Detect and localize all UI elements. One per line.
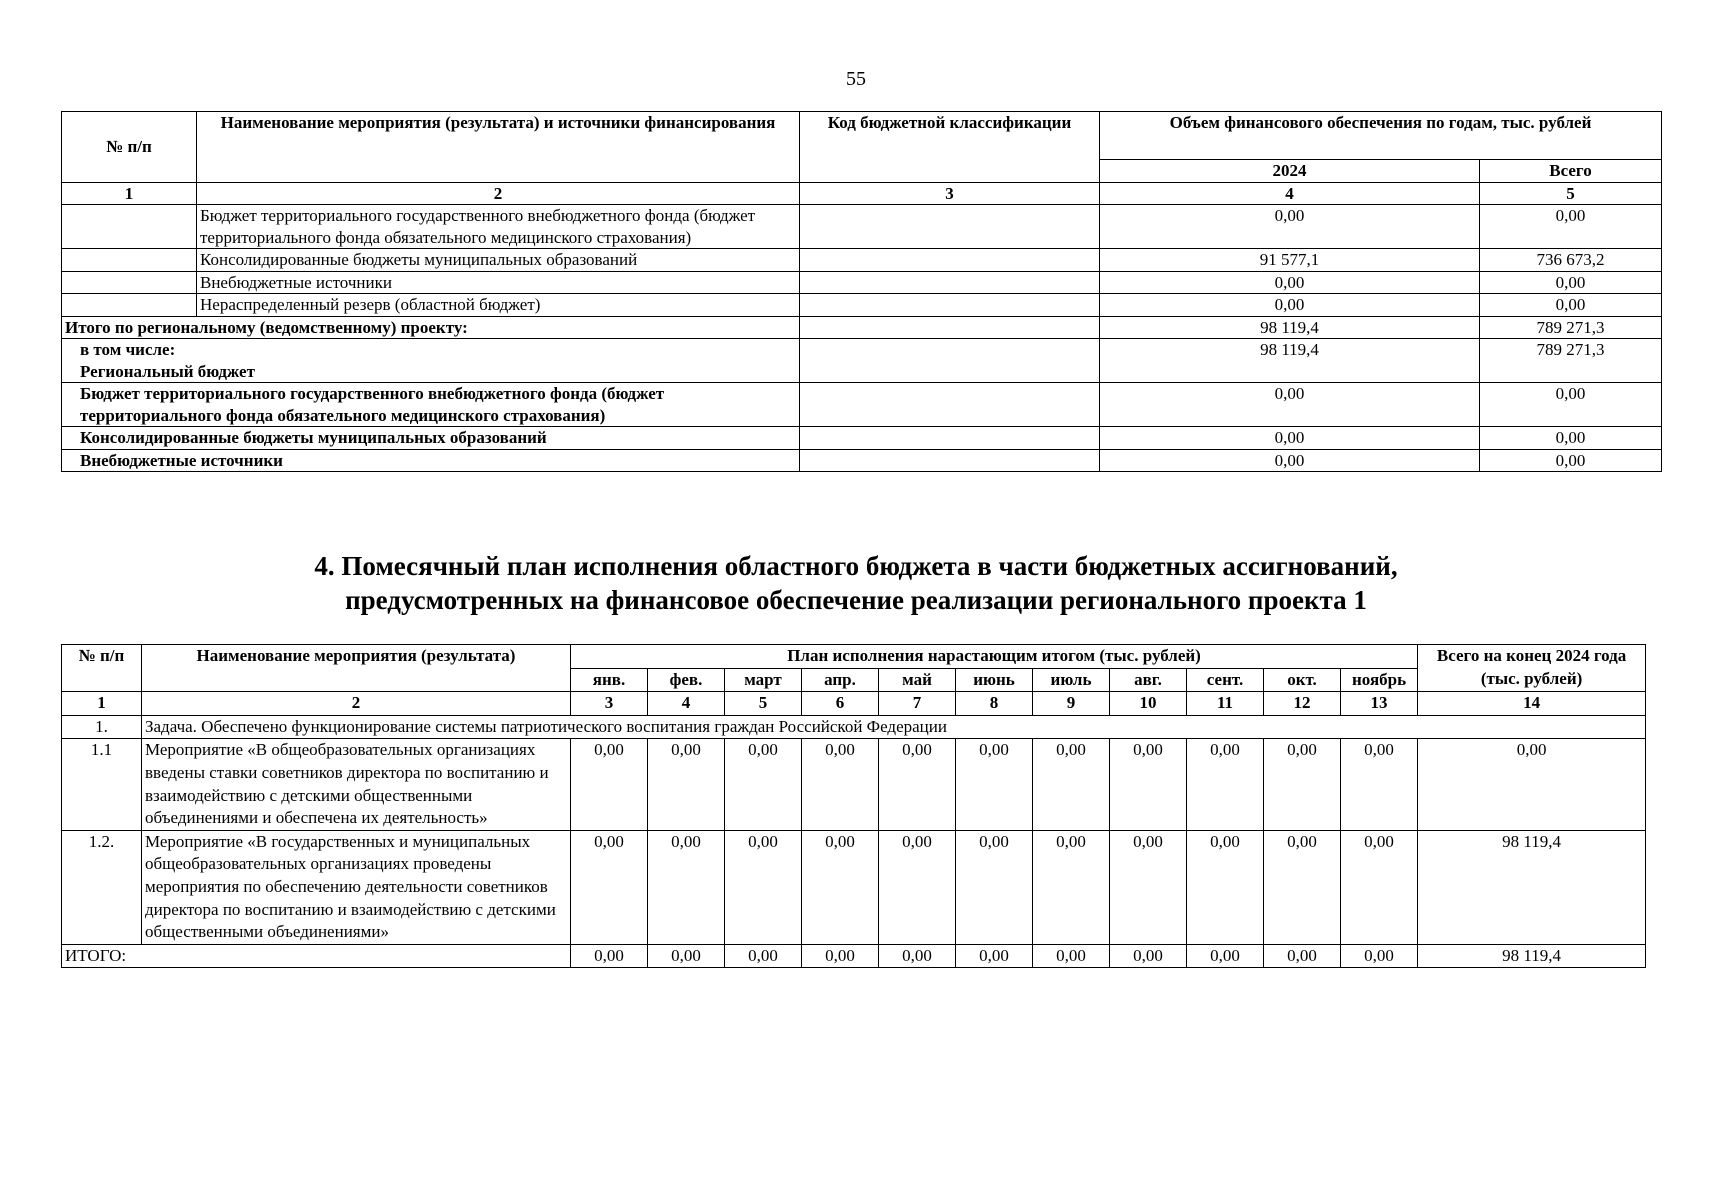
month-header: апр. bbox=[802, 668, 879, 692]
sub-row-code bbox=[800, 427, 1100, 450]
month-value: 0,00 bbox=[571, 830, 648, 944]
col-number: 7 bbox=[879, 692, 956, 716]
month-header: окт. bbox=[1264, 668, 1341, 692]
sub-row-label: Внебюджетные источники bbox=[62, 449, 800, 472]
sub-row-total: 0,00 bbox=[1480, 427, 1662, 450]
section-title-line2: предусмотренных на финансовое обеспечение реализации регионального проекта 1 bbox=[345, 585, 1367, 615]
row-num: 1.1 bbox=[62, 739, 142, 830]
column-numbers-row bbox=[62, 692, 1646, 716]
table-row bbox=[62, 294, 1662, 317]
total-month-value: 0,00 bbox=[879, 944, 956, 968]
month-value: 0,00 bbox=[1110, 830, 1187, 944]
col-number: 6 bbox=[802, 692, 879, 716]
month-header: янв. bbox=[571, 668, 648, 692]
header-num: № п/п bbox=[62, 112, 197, 183]
month-value: 0,00 bbox=[1264, 739, 1341, 830]
col-number: 12 bbox=[1264, 692, 1341, 716]
col-number: 10 bbox=[1110, 692, 1187, 716]
row-total: 0,00 bbox=[1480, 205, 1662, 249]
sub-row-2024: 0,00 bbox=[1100, 449, 1480, 472]
table-row bbox=[62, 830, 1646, 944]
month-value: 0,00 bbox=[725, 739, 802, 830]
table-row bbox=[62, 271, 1662, 294]
table-row bbox=[62, 249, 1662, 272]
month-header: авг. bbox=[1110, 668, 1187, 692]
row-2024: 0,00 bbox=[1100, 205, 1480, 249]
month-value: 0,00 bbox=[648, 830, 725, 944]
row-code bbox=[800, 249, 1100, 272]
sub-row-line1: в том числе: bbox=[80, 340, 176, 359]
task-num: 1. bbox=[62, 715, 142, 739]
month-header: сент. bbox=[1187, 668, 1264, 692]
sub-row-code bbox=[800, 383, 1100, 427]
sub-row-label: Бюджет территориального государственного внебюджетного фонда (бюджет территориального фонда обязательного медицинского страхования) bbox=[62, 383, 800, 427]
financing-table bbox=[61, 111, 1662, 472]
total-month-value: 0,00 bbox=[1341, 944, 1418, 968]
sub-row-2024: 98 119,4 bbox=[1100, 339, 1480, 383]
header-total: Всего bbox=[1480, 160, 1662, 183]
row-total: 98 119,4 bbox=[1418, 830, 1646, 944]
row-num bbox=[62, 205, 197, 249]
sub-row-total: 0,00 bbox=[1480, 449, 1662, 472]
sub-row bbox=[62, 427, 1662, 450]
total-month-value: 0,00 bbox=[725, 944, 802, 968]
col-number: 2 bbox=[142, 692, 571, 716]
month-value: 0,00 bbox=[725, 830, 802, 944]
month-value: 0,00 bbox=[1187, 739, 1264, 830]
header-num: № п/п bbox=[62, 645, 142, 692]
section-title-line1: 4. Помесячный план исполнения областного бюджета в части бюджетных ассигнований, bbox=[314, 551, 1398, 581]
row-name: Мероприятие «В общеобразовательных организациях введены ставки советников директора по воспитанию и взаимодействию с детскими общественными объединениями и обеспечена их деятельность» bbox=[142, 739, 571, 830]
sub-row bbox=[62, 449, 1662, 472]
month-value: 0,00 bbox=[1110, 739, 1187, 830]
row-name: Бюджет территориального государственного внебюджетного фонда (бюджет территориального фонда обязательного медицинского страхования) bbox=[197, 205, 800, 249]
row-code bbox=[800, 205, 1100, 249]
row-2024: 91 577,1 bbox=[1100, 249, 1480, 272]
row-2024: 0,00 bbox=[1100, 271, 1480, 294]
monthly-plan-table bbox=[61, 644, 1646, 968]
col-number: 5 bbox=[1480, 182, 1662, 205]
month-value: 0,00 bbox=[1033, 739, 1110, 830]
col-number: 1 bbox=[62, 182, 197, 205]
col-number: 8 bbox=[956, 692, 1033, 716]
total-all: 98 119,4 bbox=[1418, 944, 1646, 968]
row-total: 0,00 bbox=[1480, 294, 1662, 317]
sub-row bbox=[62, 339, 1662, 383]
total-month-value: 0,00 bbox=[1264, 944, 1341, 968]
month-header: фев. bbox=[648, 668, 725, 692]
col-number: 14 bbox=[1418, 692, 1646, 716]
row-name: Внебюджетные источники bbox=[197, 271, 800, 294]
month-header: июнь bbox=[956, 668, 1033, 692]
row-code bbox=[800, 294, 1100, 317]
total-code bbox=[800, 316, 1100, 339]
page-number: 55 bbox=[846, 68, 866, 90]
row-num bbox=[62, 294, 197, 317]
row-total: 736 673,2 bbox=[1480, 249, 1662, 272]
month-value: 0,00 bbox=[571, 739, 648, 830]
col-number: 1 bbox=[62, 692, 142, 716]
month-value: 0,00 bbox=[1264, 830, 1341, 944]
total-label: ИТОГО: bbox=[62, 944, 571, 968]
row-total: 0,00 bbox=[1480, 271, 1662, 294]
header-name: Наименование мероприятия (результата) bbox=[142, 645, 571, 692]
total-all: 789 271,3 bbox=[1480, 316, 1662, 339]
month-header: март bbox=[725, 668, 802, 692]
total-month-value: 0,00 bbox=[1033, 944, 1110, 968]
col-number: 3 bbox=[571, 692, 648, 716]
row-2024: 0,00 bbox=[1100, 294, 1480, 317]
sub-row bbox=[62, 383, 1662, 427]
header-code: Код бюджетной классификации bbox=[800, 112, 1100, 183]
col-number: 4 bbox=[648, 692, 725, 716]
task-text: Задача. Обеспечено функционирование системы патриотического воспитания граждан Российской Федерации bbox=[142, 715, 1646, 739]
month-value: 0,00 bbox=[956, 739, 1033, 830]
row-name: Нераспределенный резерв (областной бюджет) bbox=[197, 294, 800, 317]
total-label: Итого по региональному (ведомственному) проекту: bbox=[62, 316, 800, 339]
month-header: май bbox=[879, 668, 956, 692]
total-month-value: 0,00 bbox=[648, 944, 725, 968]
total-month-value: 0,00 bbox=[571, 944, 648, 968]
month-value: 0,00 bbox=[802, 830, 879, 944]
table-row bbox=[62, 205, 1662, 249]
col-number: 9 bbox=[1033, 692, 1110, 716]
col-number: 4 bbox=[1100, 182, 1480, 205]
total-month-value: 0,00 bbox=[1110, 944, 1187, 968]
col-number: 11 bbox=[1187, 692, 1264, 716]
sub-row-total: 0,00 bbox=[1480, 383, 1662, 427]
total-2024: 98 119,4 bbox=[1100, 316, 1480, 339]
table-row bbox=[62, 739, 1646, 830]
section-title bbox=[0, 549, 1712, 617]
month-value: 0,00 bbox=[1033, 830, 1110, 944]
month-value: 0,00 bbox=[879, 739, 956, 830]
month-header: июль bbox=[1033, 668, 1110, 692]
sub-row-label bbox=[62, 339, 800, 383]
row-name: Консолидированные бюджеты муниципальных образований bbox=[197, 249, 800, 272]
col-number: 3 bbox=[800, 182, 1100, 205]
month-value: 0,00 bbox=[879, 830, 956, 944]
header-plan: План исполнения нарастающим итогом (тыс. рублей) bbox=[571, 645, 1418, 669]
sub-row-line2: Региональный бюджет bbox=[80, 361, 255, 381]
month-value: 0,00 bbox=[1341, 739, 1418, 830]
month-value: 0,00 bbox=[956, 830, 1033, 944]
month-value: 0,00 bbox=[802, 739, 879, 830]
row-num bbox=[62, 271, 197, 294]
header-year: 2024 bbox=[1100, 160, 1480, 183]
month-header: ноябрь bbox=[1341, 668, 1418, 692]
col-number: 5 bbox=[725, 692, 802, 716]
row-total: 0,00 bbox=[1418, 739, 1646, 830]
sub-row-label: Консолидированные бюджеты муниципальных образований bbox=[62, 427, 800, 450]
header-total-end: Всего на конец 2024 года (тыс. рублей) bbox=[1418, 645, 1646, 692]
col-number: 2 bbox=[197, 182, 800, 205]
sub-row-2024: 0,00 bbox=[1100, 427, 1480, 450]
total-row bbox=[62, 316, 1662, 339]
task-row bbox=[62, 715, 1646, 739]
total-row bbox=[62, 944, 1646, 968]
total-month-value: 0,00 bbox=[802, 944, 879, 968]
row-num bbox=[62, 249, 197, 272]
sub-row-2024: 0,00 bbox=[1100, 383, 1480, 427]
total-month-value: 0,00 bbox=[956, 944, 1033, 968]
sub-row-total: 789 271,3 bbox=[1480, 339, 1662, 383]
month-value: 0,00 bbox=[1341, 830, 1418, 944]
row-name: Мероприятие «В государственных и муниципальных общеобразовательных организациях проведены мероприятия по обеспечению деятельности советников директора по воспитанию и взаимодействию с детскими общественными объединениями» bbox=[142, 830, 571, 944]
col-number: 13 bbox=[1341, 692, 1418, 716]
header-volume: Объем финансового обеспечения по годам, тыс. рублей bbox=[1100, 112, 1662, 160]
row-num: 1.2. bbox=[62, 830, 142, 944]
row-code bbox=[800, 271, 1100, 294]
month-value: 0,00 bbox=[648, 739, 725, 830]
column-numbers-row bbox=[62, 182, 1662, 205]
month-value: 0,00 bbox=[1187, 830, 1264, 944]
sub-row-code bbox=[800, 339, 1100, 383]
header-name: Наименование мероприятия (результата) и источники финансирования bbox=[197, 112, 800, 183]
sub-row-code bbox=[800, 449, 1100, 472]
total-month-value: 0,00 bbox=[1187, 944, 1264, 968]
